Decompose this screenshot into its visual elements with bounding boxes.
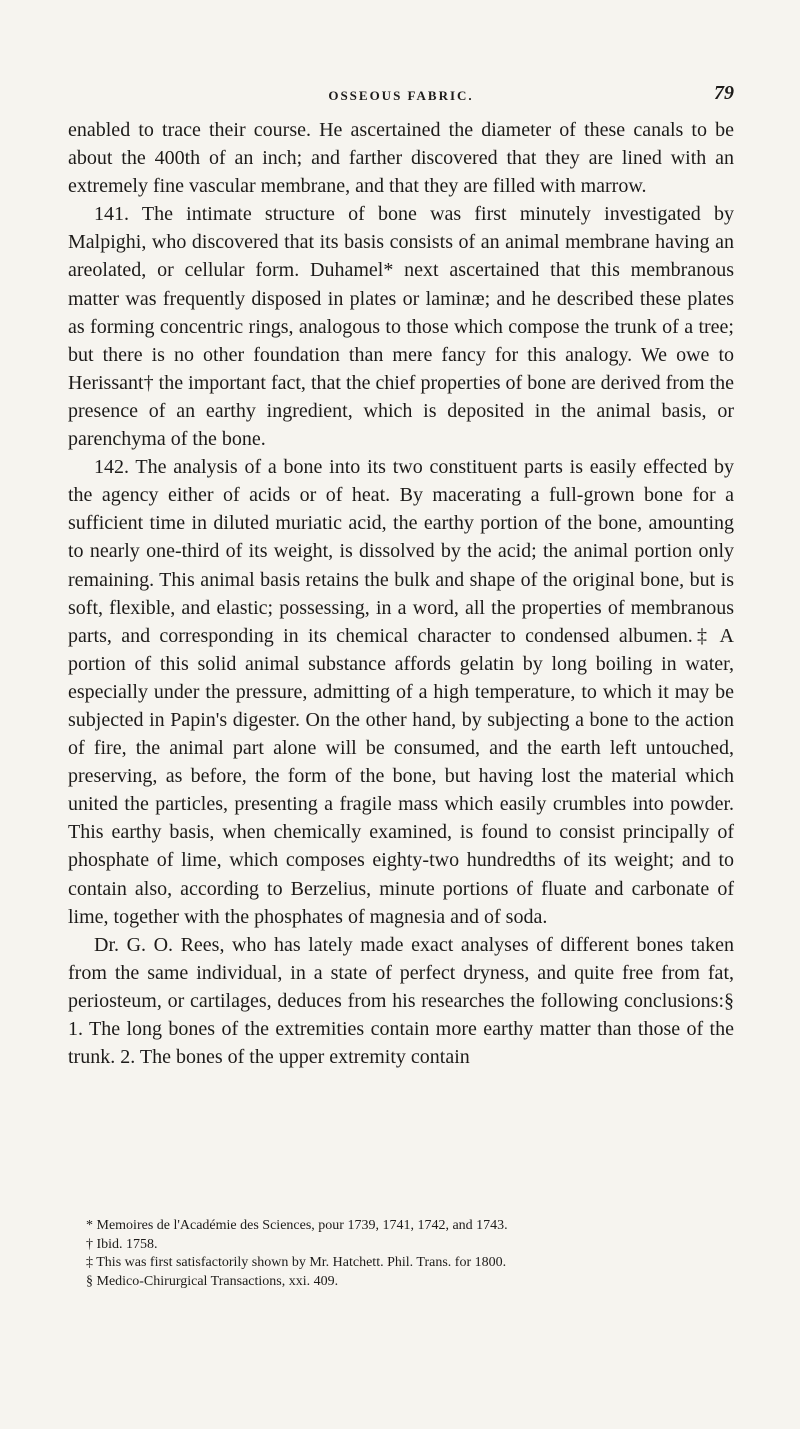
footnote-3: ‡ This was first satisfactorily shown by Mr. Hatchett. Phil. Trans. for 1800. — [86, 1255, 507, 1270]
paragraph-141: 141. The intimate structure of bone was first minutely investigated by Malpighi, who discovered that its basis consists of an animal membrane having an areolated, or cellular form. Duhamel* next ascertained that this membranous matter was frequently disposed in plates or laminæ; and he described these plates as forming concentric rings, analogous to those which compose the trunk of a tree; but there is no other foundation than mere fancy for this analogy. We owe to Herissant† the important fact, that the chief properties of bone are derived from the presence of an earthy ingredient, which is deposited in the animal basis, or parenchyma of the bone. — [68, 203, 734, 451]
running-head: OSSEOUS FABRIC. — [328, 88, 474, 103]
footnotes — [68, 1217, 734, 1291]
body-text — [68, 116, 734, 1071]
paragraph-continued: enabled to trace their course. He ascertained the diameter of these canals to be about the 400th of an inch; and farther discovered that they are lined with an extremely fine vascular membrane, and that they are filled with marrow. — [68, 119, 734, 198]
paragraph-rees: Dr. G. O. Rees, who has lately made exact analyses of different bones taken from the same individual, in a state of perfect dryness, and quite free from fat, periosteum, or cartilages, deduces from his researches the following conclusions:§ 1. The long bones of the extremities contain more earthy matter than those of the trunk. 2. The bones of the upper extremity contain — [68, 933, 734, 1069]
page-number: 79 — [714, 82, 734, 104]
paragraph-142: 142. The analysis of a bone into its two constituent parts is easily effected by the agency either of acids or of heat. By macerating a full-grown bone for a sufficient time in diluted muriatic acid, the earthy portion of the bone, amounting to nearly one-third of its weight, is dissolved by the acid; the animal portion only remaining. This animal basis retains the bulk and shape of the original bone, but is soft, flexible, and elastic; possessing, in a word, all the properties of membranous parts, and corresponding in its chemical character to condensed albumen.‡ A portion of this solid animal substance affords gelatin by long boiling in water, especially under the pressure, admitting of a high temperature, to which it may be subjected in Papin's digester. On the other hand, by subjecting a bone to the action of fire, the animal part alone will be consumed, and the earth left untouched, preserving, as before, the form of the bone, but having lost the material which united the particles, presenting a fragile mass which easily crumbles into powder. This earthy basis, when chemically examined, is found to consist principally of phosphate of lime, which composes eighty-two hundredths of its weight; and to contain also, according to Berzelius, minute portions of fluate and carbonate of lime, together with the phosphates of magnesia and of soda. — [68, 456, 734, 928]
page-header — [68, 82, 734, 110]
footnote-1: * Memoires de l'Académie des Sciences, pour 1739, 1741, 1742, and 1743. — [86, 1218, 508, 1233]
footnote-2: † Ibid. 1758. — [86, 1236, 158, 1252]
footnote-4: § Medico-Chirurgical Transactions, xxi. 409. — [86, 1273, 339, 1289]
